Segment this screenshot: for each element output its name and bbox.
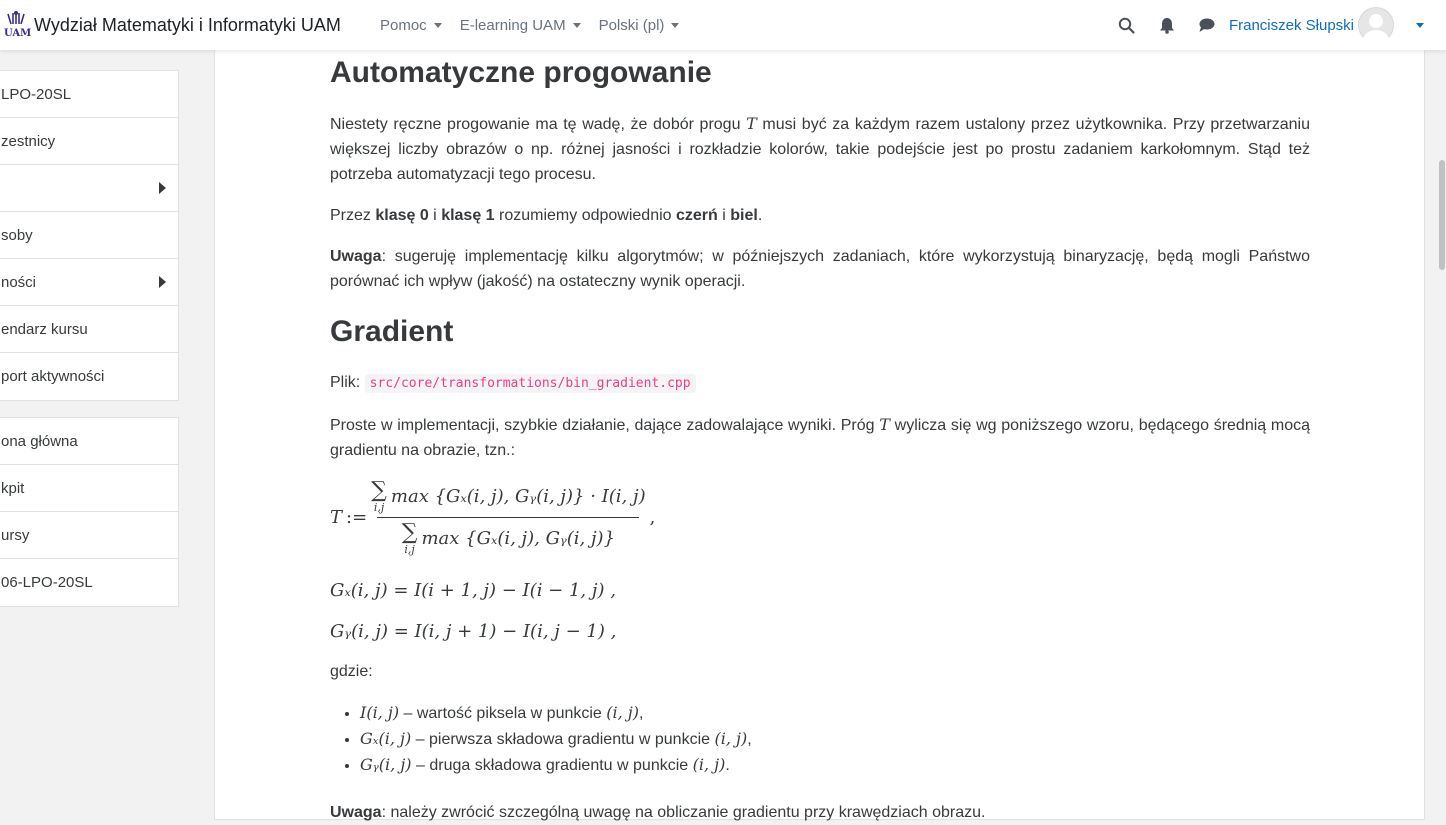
li1-math: I(i, j) <box>360 703 400 722</box>
menu-elearning-label: E-learning UAM <box>459 16 566 34</box>
li1-math2: (i, j) <box>606 703 639 722</box>
course-nav-group <box>0 70 179 401</box>
site-name[interactable]: Wydział Matematyki i Informatyki UAM <box>34 14 341 35</box>
nav-resources[interactable] <box>0 212 178 259</box>
list-item <box>360 726 1310 752</box>
li3-math: Gᵧ(i, j) <box>360 755 412 774</box>
eq-comma: , <box>649 506 656 528</box>
sum-symbol-icon: ∑ i,j <box>401 519 418 556</box>
main-region <box>214 40 1425 820</box>
chevron-down-icon <box>573 23 581 28</box>
p1-text-a: Niestety ręczne progowanie ma tę wadę, że dobór progu <box>330 116 747 133</box>
eq-num-text: max {Gₓ(i, j), Gᵧ(i, j)} · I(i, j) <box>390 485 646 507</box>
p3-bold: Uwaga <box>330 248 382 265</box>
nav-activity-report[interactable] <box>0 353 178 400</box>
p5-bold: Uwaga <box>330 804 382 821</box>
li2-math2: (i, j) <box>714 729 748 748</box>
eq-denominator <box>401 519 616 556</box>
p2-c: i <box>428 207 442 224</box>
menu-help-label: Pomoc <box>380 16 427 34</box>
li1-text: – wartość piksela w punkcie <box>399 705 607 722</box>
heading-automatic-thresholding: Automatyczne progowanie <box>330 56 712 89</box>
p4-text-a: Proste w implementacji, szybkie działanie, dające zadowalające wyniki. Próg <box>330 417 880 434</box>
symbols-list <box>360 700 1310 778</box>
p2-g: i <box>717 207 731 224</box>
nav-participants-label: zestnicy <box>1 132 56 150</box>
page-content <box>330 55 1310 825</box>
eq-assign: := <box>346 506 368 528</box>
menu-language-label: Polski (pl) <box>598 16 665 34</box>
expand-arrow-icon <box>159 182 166 194</box>
eq-fraction <box>371 477 646 556</box>
nav-courses[interactable] <box>0 512 178 559</box>
list-item <box>360 752 1310 778</box>
eq-T: T <box>330 506 343 528</box>
nav-competencies[interactable] <box>0 259 178 306</box>
nav-activity-report-label: port aktywności <box>1 368 105 385</box>
menu-elearning[interactable] <box>460 17 581 34</box>
user-name[interactable]: Franciszek Słupski <box>1228 16 1354 34</box>
left-drawer <box>0 70 179 623</box>
user-avatar[interactable] <box>1358 7 1394 43</box>
user-nav <box>1117 0 1446 50</box>
heading-gradient: Gradient <box>330 315 454 348</box>
li2-end: , <box>747 731 752 748</box>
nav-participants[interactable] <box>0 118 178 165</box>
nav-home[interactable] <box>0 418 178 465</box>
equation-gx: Gₓ(i, j) = I(i + 1, j) − I(i − 1, j) , <box>330 580 616 601</box>
site-brand[interactable] <box>0 10 341 40</box>
nav-courses-label: ursy <box>1 526 30 544</box>
paragraph-note <box>330 244 1310 294</box>
nav-badges[interactable] <box>0 165 178 212</box>
menu-help[interactable] <box>380 17 442 34</box>
top-navbar <box>0 0 1446 50</box>
user-menu-chevron-icon[interactable] <box>1416 23 1424 28</box>
p1-math-T: T <box>746 114 757 133</box>
file-label: Plik: <box>330 374 365 391</box>
paragraph-where: gdzie: <box>330 663 373 680</box>
equation-threshold <box>330 469 1310 565</box>
logo-text: UAM <box>4 28 32 39</box>
nav-dashboard[interactable] <box>0 465 178 512</box>
p5-text: : należy zwrócić szczególną uwagę na obliczanie gradientu przy krawędziach obrazu. <box>381 804 986 821</box>
p2-e: rozumiemy odpowiednio <box>494 207 676 224</box>
nav-current-course-label: 06-LPO-20SL <box>1 574 93 591</box>
menu-language[interactable] <box>599 17 680 34</box>
nav-competencies-label: ności <box>1 273 37 291</box>
p2-h: biel <box>730 207 758 224</box>
p4-text-b: wylicza się wg poniższego wzoru, będącego średnią mocą gradientu na obrazie, tzn.: <box>330 417 1311 459</box>
nav-calendar[interactable] <box>0 306 178 353</box>
nav-home-label: ona główna <box>1 432 78 450</box>
eq-numerator <box>371 477 646 514</box>
list-item <box>360 700 1310 726</box>
file-path: src/core/transformations/bin_gradient.cpp <box>365 374 696 393</box>
li3-end: . <box>725 757 730 774</box>
p2-f: czerń <box>676 207 718 224</box>
p1-text-b: musi być za każdym razem ustalony przez użytkownika. Przy przetwarzaniu większej liczby obrazów o np. różnej jasności i rozkładzie kolorów, takie podejście jest po prostu zadaniem karkołomnym. Stąd też potrzeba automatyzacji tego procesu. <box>330 116 1311 183</box>
chevron-down-icon <box>434 23 442 28</box>
expand-arrow-icon <box>159 276 166 288</box>
sum-symbol-icon: ∑ i,j <box>371 477 387 514</box>
li2-text: – pierwsza składowa gradientu w punkcie <box>411 731 715 748</box>
p2-d: klasę 1 <box>441 207 495 224</box>
nav-course-code-label: LPO-20SL <box>1 85 72 103</box>
page-scrollbar-thumb[interactable] <box>1439 160 1445 270</box>
p3-text: : sugeruję implementację kilku algorytmów; w późniejszych zadaniach, które wykorzystują binaryzację, będą mogli Państwo porównać ich wpływ (jakość) na ostateczny wynik operacji. <box>330 248 1310 290</box>
nav-dashboard-label: kpit <box>1 479 25 497</box>
li3-text: – druga składowa gradientu w punkcie <box>411 757 693 774</box>
nav-course-code[interactable] <box>0 71 178 118</box>
p2-i: . <box>757 207 763 224</box>
bell-icon[interactable] <box>1157 15 1177 35</box>
nav-current-course[interactable] <box>0 559 178 606</box>
paragraph-file <box>330 370 1310 396</box>
equation-gy: Gᵧ(i, j) = I(i, j + 1) − I(i, j − 1) , <box>330 621 617 642</box>
li1-end: , <box>639 705 644 722</box>
nav-resources-label: soby <box>1 226 33 244</box>
li3-math2: (i, j) <box>692 755 726 774</box>
p2-b: klasę 0 <box>375 207 429 224</box>
p4-math-T: T <box>879 415 890 434</box>
chevron-down-icon <box>671 23 679 28</box>
p2-a: Przez <box>330 207 376 224</box>
message-icon[interactable] <box>1197 15 1217 35</box>
main-menu <box>380 0 697 50</box>
search-icon[interactable] <box>1117 15 1137 35</box>
fraction-bar <box>377 517 639 518</box>
paragraph-intro <box>330 111 1310 187</box>
paragraph-classes <box>330 203 1310 228</box>
paragraph-gradient-desc <box>330 412 1310 463</box>
site-nav-group <box>0 417 179 607</box>
li2-math: Gₓ(i, j) <box>360 729 412 748</box>
paragraph-edge-note <box>330 800 1310 825</box>
nav-calendar-label: endarz kursu <box>1 320 88 338</box>
eq-den-text: max {Gₓ(i, j), Gᵧ(i, j)} <box>421 527 616 549</box>
